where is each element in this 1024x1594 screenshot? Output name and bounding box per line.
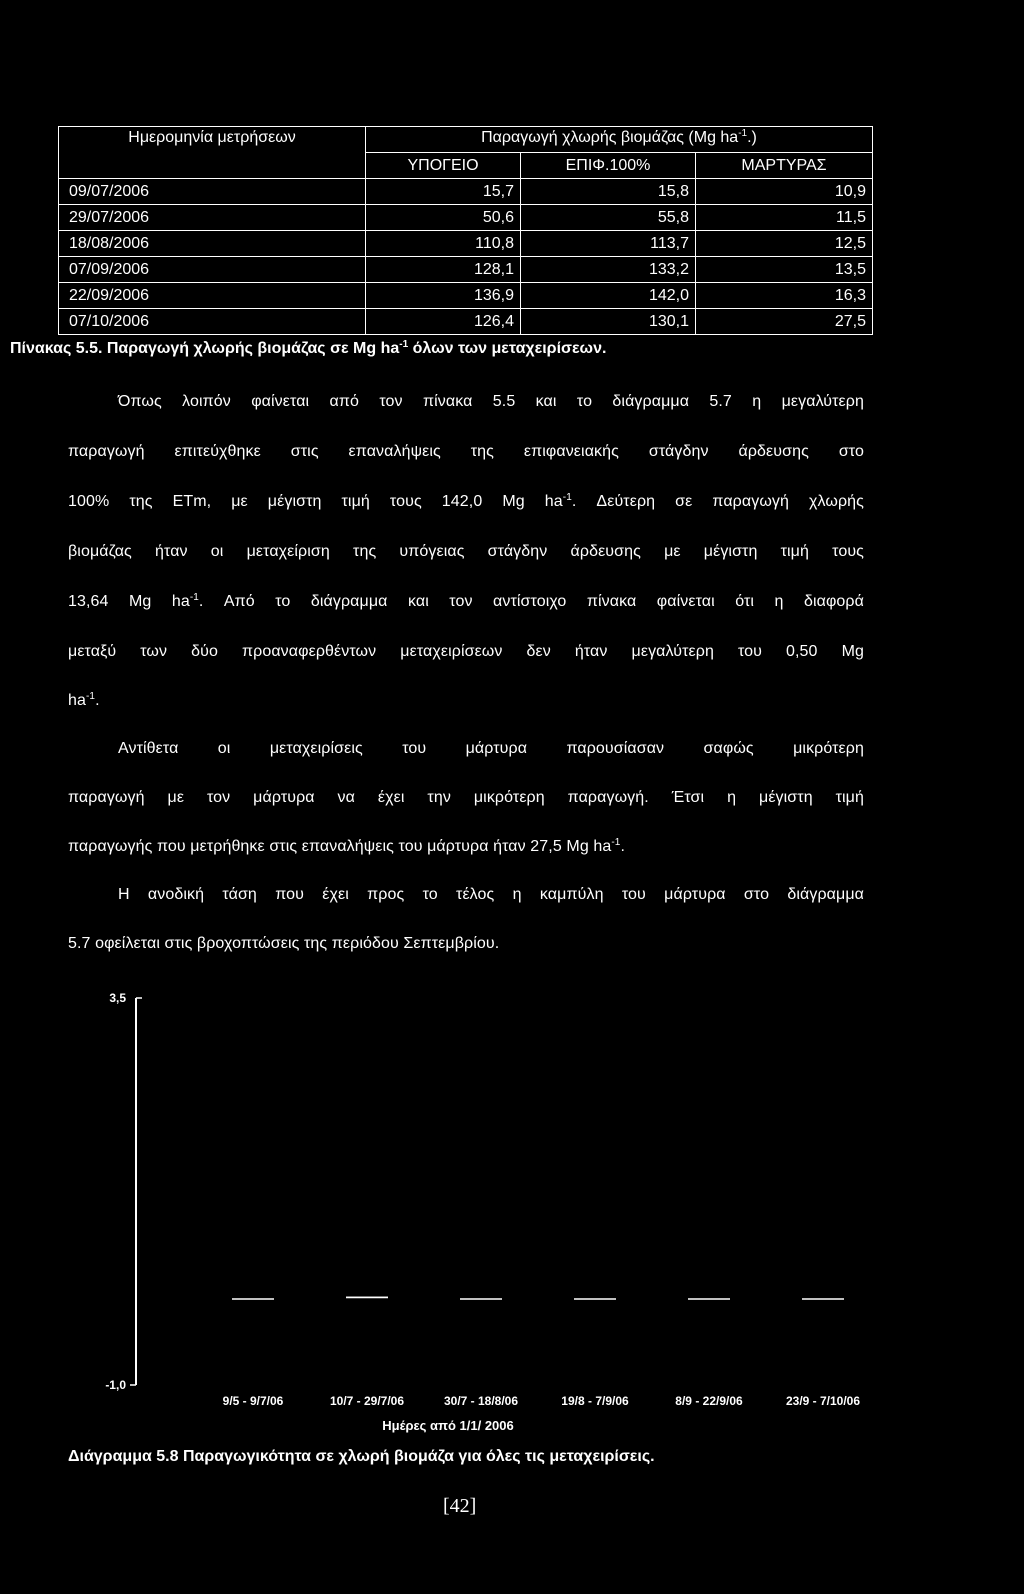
x-tick-label: 19/8 - 7/9/06 bbox=[561, 1394, 629, 1408]
bar bbox=[346, 1297, 388, 1299]
paragraph-line: 13,64 Mg $ha^{-1}$. Από το διάγραμμα και τον αντίστοιχο πίνακα φαίνεται ότι η διαφορά bbox=[68, 592, 864, 610]
row-value: 55,8 bbox=[521, 205, 696, 231]
row-value: 13,5 bbox=[696, 257, 873, 283]
row-value: 15,8 bbox=[521, 179, 696, 205]
x-tick-label: 30/7 - 18/8/06 bbox=[443, 1394, 519, 1408]
row-value: 110,8 bbox=[366, 231, 521, 257]
row-value: 27,5 bbox=[696, 309, 873, 335]
row-value: 10,9 bbox=[696, 179, 873, 205]
header-col-0: ΥΠΟΓΕΙΟ bbox=[366, 153, 521, 179]
row-date: 29/07/2006 bbox=[59, 205, 366, 231]
table-header-row bbox=[59, 127, 873, 153]
row-value: 126,4 bbox=[366, 309, 521, 335]
header-group: Παραγωγή χλωρής βιομάζας (Mg $ha^{-1}$.) bbox=[366, 127, 873, 153]
row-date: 07/10/2006 bbox=[59, 309, 366, 335]
bar bbox=[460, 1298, 502, 1300]
row-value: 142,0 bbox=[521, 283, 696, 309]
table-row bbox=[59, 205, 873, 231]
bar bbox=[688, 1298, 730, 1300]
x-tick-labels bbox=[223, 1394, 861, 1408]
paragraph-line: Η ανοδική τάση που έχει προς το τέλος η καμπύλη του μάρτυρα στο διάγραμμα bbox=[118, 886, 864, 903]
bar-group bbox=[232, 1297, 844, 1300]
table-row bbox=[59, 179, 873, 205]
row-value: 130,1 bbox=[521, 309, 696, 335]
row-date: 22/09/2006 bbox=[59, 283, 366, 309]
header-col-1: ΕΠΙΦ.100% bbox=[521, 153, 696, 179]
row-value: 11,5 bbox=[696, 205, 873, 231]
row-value: 133,2 bbox=[521, 257, 696, 283]
bar bbox=[232, 1298, 274, 1300]
header-date: Ημερομηνία μετρήσεων bbox=[59, 127, 366, 179]
table-row bbox=[59, 309, 873, 335]
paragraph-line: παραγωγής που μετρήθηκε στις επαναλήψεις του μάρτυρα ήταν 27,5 Mg $ha^{-1}$. bbox=[68, 837, 625, 855]
page-number: [42] bbox=[443, 1495, 477, 1517]
row-value: 136,9 bbox=[366, 283, 521, 309]
chart-caption: Διάγραμμα 5.8 Παραγωγικότητα σε χλωρή βιομάζα για όλες τις μεταχειρίσεις. bbox=[68, 1448, 655, 1465]
row-value: 50,6 bbox=[366, 205, 521, 231]
paragraph-line: παραγωγή με τον μάρτυρα να έχει την μικρότερη παραγωγή. Έτσι η μέγιστη τιμή bbox=[68, 789, 864, 806]
x-tick-label: 9/5 - 9/7/06 bbox=[222, 1394, 284, 1408]
row-value: 16,3 bbox=[696, 283, 873, 309]
paragraph-line: Αντίθετα οι μεταχειρίσεις του μάρτυρα παρουσίασαν σαφώς μικρότερη bbox=[118, 740, 864, 757]
biomass-table bbox=[58, 126, 873, 335]
x-tick-label: 8/9 - 22/9/06 bbox=[675, 1394, 743, 1408]
row-date: 18/08/2006 bbox=[59, 231, 366, 257]
table-row bbox=[59, 231, 873, 257]
row-value: 128,1 bbox=[366, 257, 521, 283]
paragraph-line: 5.7 οφείλεται στις βροχοπτώσεις της περιόδου Σεπτεμβρίου. bbox=[68, 935, 500, 952]
paragraph-line: βιομάζας ήταν οι μεταχείριση της υπόγειας στάγδην άρδευσης με μέγιστη τιμή τους bbox=[68, 543, 864, 560]
x-axis-label: Ημέρες από 1/1/ 2006 bbox=[382, 1418, 514, 1433]
row-value: 113,7 bbox=[521, 231, 696, 257]
table-row bbox=[59, 283, 873, 309]
row-date: 09/07/2006 bbox=[59, 179, 366, 205]
y-tick-label-bottom: -1,0 bbox=[105, 1378, 126, 1392]
paragraph-line: μεταξύ των δύο προαναφερθέντων μεταχειρίσεων δεν ήταν μεγαλύτερη του 0,50 Mg bbox=[68, 643, 864, 660]
paragraph-line: Όπως λοιπόν φαίνεται από τον πίνακα 5.5 και το διάγραμμα 5.7 η μεγαλύτερη bbox=[118, 393, 864, 410]
paragraph-line: παραγωγή επιτεύχθηκε στις επαναλήψεις της επιφανειακής στάγδην άρδευσης στο bbox=[68, 443, 864, 460]
x-tick-label: 23/9 - 7/10/06 bbox=[785, 1394, 861, 1408]
y-tick-label-top: 3,5 bbox=[109, 991, 126, 1005]
table-row bbox=[59, 257, 873, 283]
bar bbox=[574, 1298, 616, 1300]
paragraph-line: $ha^{-1}$. bbox=[68, 691, 100, 709]
x-tick-label: 10/7 - 29/7/06 bbox=[329, 1394, 405, 1408]
row-value: 12,5 bbox=[696, 231, 873, 257]
paragraph-line: 100% της ETm, με μέγιστη τιμή τους 142,0 Mg $ha^{-1}$. Δεύτερη σε παραγωγή χλωρής bbox=[68, 492, 864, 510]
header-col-2: ΜΑΡΤΥΡΑΣ bbox=[696, 153, 873, 179]
bar bbox=[802, 1298, 844, 1300]
table-caption: Πίνακας 5.5. Παραγωγή χλωρής βιομάζας σε Mg $ha^{-1}$ όλων των μεταχειρίσεων. bbox=[10, 339, 607, 357]
row-date: 07/09/2006 bbox=[59, 257, 366, 283]
row-value: 15,7 bbox=[366, 179, 521, 205]
